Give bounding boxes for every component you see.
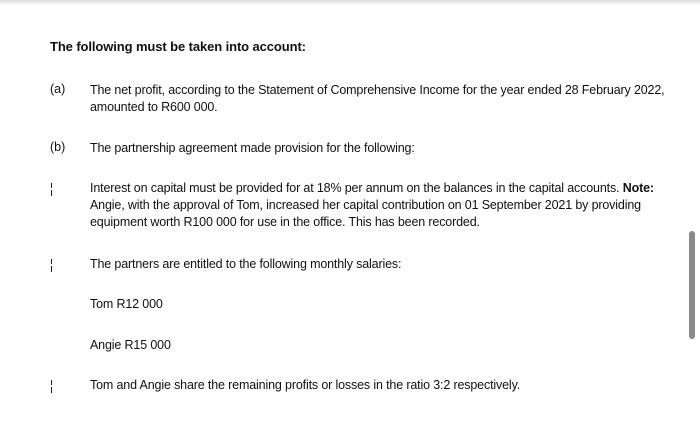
note-label: Note:	[622, 181, 654, 195]
tom-salary: Tom R12 000	[90, 297, 163, 311]
bullet-icon	[49, 380, 55, 394]
salaries-text: The partners are entitled to the following monthly salaries:	[90, 257, 402, 271]
bullet-icon	[49, 183, 55, 197]
item-b-text: The partnership agreement made provision for the following:	[90, 141, 415, 155]
bullet-icon	[49, 259, 55, 273]
profit-sharing-text: Tom and Angie share the remaining profits or losses in the ratio 3:2 respectively.	[90, 378, 521, 392]
interest-text-after: Angie, with the approval of Tom, increased her capital contribution on 01 September 2021 by providing equipment worth R100 000 for use in the office. This has been recorded.	[90, 198, 641, 229]
item-a-text: The net profit, according to the Statement of Comprehensive Income for the year ended 28 February 2022, amounted to R600 000.	[90, 83, 665, 114]
vertical-scrollbar[interactable]	[689, 231, 695, 339]
item-b-marker: (b)	[50, 140, 66, 154]
interest-paragraph	[90, 180, 665, 231]
angie-salary: Angie R15 000	[90, 338, 171, 352]
section-heading: The following must be taken into account:	[50, 39, 306, 54]
item-a-marker: (a)	[50, 82, 66, 96]
interest-text-before: Interest on capital must be provided for at 18% per annum on the balances in the capital accounts.	[90, 181, 623, 195]
